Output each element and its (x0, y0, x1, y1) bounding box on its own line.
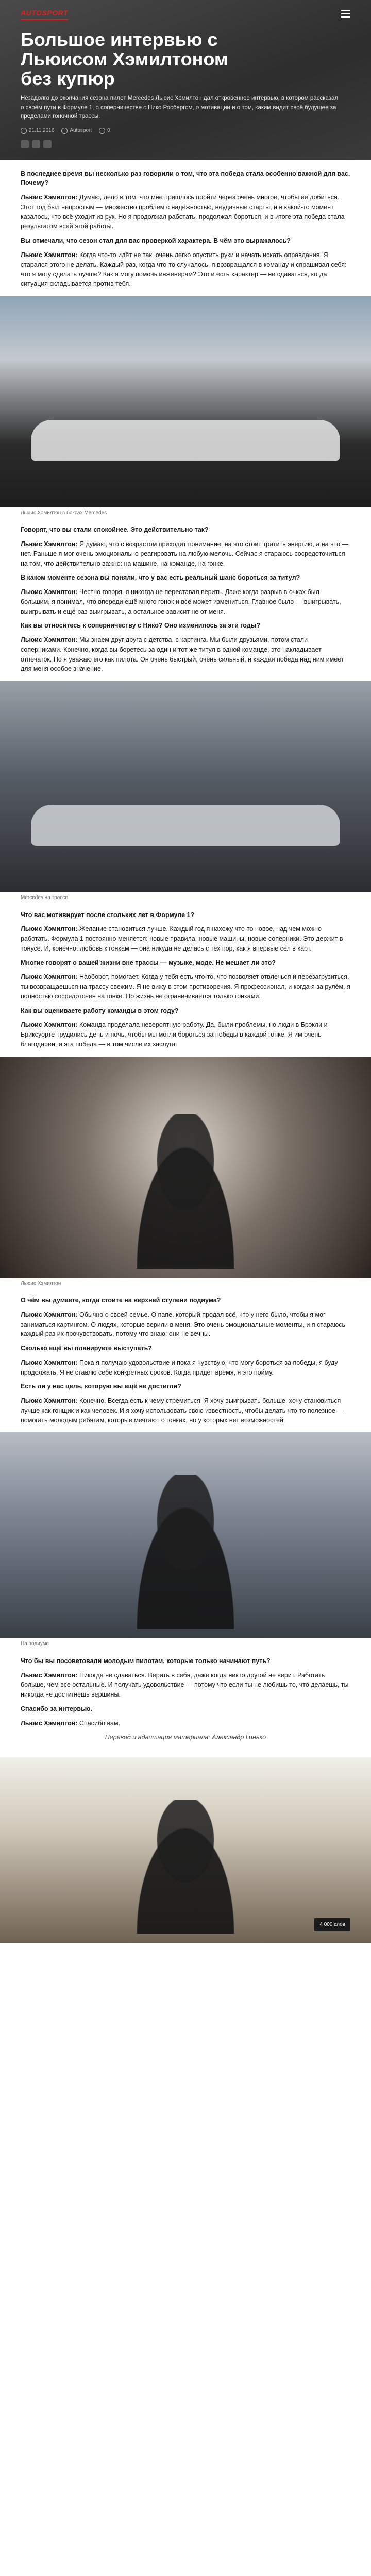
speaker: Льюис Хэмилтон: (21, 1311, 78, 1318)
person-silhouette (124, 1475, 247, 1629)
qa-section-1 (21, 169, 350, 289)
answer (21, 1671, 350, 1700)
article-meta (21, 127, 350, 135)
twitter-share-icon[interactable] (43, 140, 52, 148)
answer-text: Спасибо вам. (79, 1719, 121, 1727)
answer (21, 924, 350, 953)
date-meta (21, 127, 54, 135)
photo-caption: Льюис Хэмилтон в боксах Mercedes (21, 510, 107, 516)
article-header (0, 0, 371, 160)
answer (21, 635, 350, 674)
answer (21, 972, 350, 1001)
answer-text: Честно говоря, я никогда не переставал верить. Даже когда разрыв в очках был большим, я понимал, что впереди ещё много гонок и всё может измениться. Главное было — выигрывать, выигрывать и ещё раз выигрывать, а остальное зависит не от меня. (21, 588, 341, 615)
vk-share-icon[interactable] (21, 140, 29, 148)
speaker: Льюис Хэмилтон: (21, 925, 78, 933)
article-author[interactable]: Autosport (70, 128, 92, 134)
share-bar (21, 140, 350, 148)
answer (21, 587, 350, 616)
question: Говорят, что вы стали спокойнее. Это действительно так? (21, 526, 209, 534)
question: Что вас мотивирует после стольких лет в Формуле 1? (21, 911, 195, 919)
question: Что бы вы посоветовали молодым пилотам, которые только начинают путь? (21, 1657, 271, 1665)
race-image (0, 681, 371, 892)
article-lead: Незадолго до окончания сезона пилот Mercedes Льюис Хэмилтон дал откровенное интервью, в котором рассказал о своём пути в Формуле 1, о соперничестве с Нико Росбергом, о мотивации и о том, каким видит своё будущее за пределами гоночной трассы. (21, 95, 339, 120)
speaker: Льюис Хэмилтон: (21, 1719, 78, 1727)
qa-section-3 (21, 910, 350, 1049)
answer-text: Желание становиться лучше. Каждый год я нахожу что-то новое, над чем можно работать. Формула 1 постоянно меняется: новые правила, новые машины, новые соперники. Это держит в тонусе. И, конечно, любовь к гонкам — она никуда не делась с тех пор, как я впервые сел в карт. (21, 925, 343, 952)
speaker: Льюис Хэмилтон: (21, 973, 78, 981)
question: Как вы относитесь к соперничеству с Нико? Оно изменилось за эти годы? (21, 622, 260, 630)
comments-meta[interactable] (99, 127, 110, 135)
speaker: Льюис Хэмилтон: (21, 1359, 78, 1366)
answer (21, 193, 350, 231)
photo-sunglasses (0, 1757, 371, 1943)
portrait-image (0, 1057, 371, 1278)
article-date: 21.11.2016 (29, 128, 55, 134)
facebook-share-icon[interactable] (32, 140, 40, 148)
photo-caption: Mercedes на трассе (21, 895, 68, 901)
photo-race (0, 681, 371, 902)
speaker: Льюис Хэмилтон: (21, 194, 78, 201)
speaker: Льюис Хэмилтон: (21, 1021, 78, 1029)
answer (21, 1020, 350, 1049)
question: Как вы оцениваете работу команды в этом году? (21, 1007, 179, 1014)
translator-note: Перевод и адаптация материала: Александр Гинько (105, 1734, 266, 1741)
article-title: Большое интервью с Льюисом Хэмилтоном без купюр (21, 29, 228, 89)
word-counter: 4 000 слов (314, 1918, 350, 1932)
answer-text: Наоборот, помогает. Когда у тебя есть что-то, что позволяет отвлечься и перезагрузиться, ты возвращаешься на трассу свежим. Я не вижу в этом противоречия. Я профессионал, и когда я за рулём, я полностью сосредоточен на гонке. Но жизнь не ограничивается только гонками. (21, 973, 350, 1000)
comments-count: 0 (107, 128, 110, 134)
calendar-icon (21, 128, 27, 134)
answer (21, 250, 350, 289)
answer-text: Я думаю, что с возрастом приходит понимание, на что стоит тратить энергию, а на что — нет. Раньше я мог очень эмоционально реагировать на любую мелочь. Сейчас я стараюсь сосредоточиться на том, что действительно важно: на машине, на команде, на гонке. (21, 540, 349, 567)
speaker: Льюис Хэмилтон: (21, 251, 78, 259)
car-shape (31, 805, 340, 846)
person-silhouette (124, 1114, 247, 1269)
speaker: Льюис Хэмилтон: (21, 540, 78, 548)
answer-text: Команда проделала невероятную работу. Да, были проблемы, но люди в Брэкли и Бриксуорте трудились день и ночь, чтобы мы могли бороться за победы в каждой гонке. Я им очень благодарен, и эта победа — в том числе их заслуга. (21, 1021, 328, 1048)
article-footer (0, 1757, 371, 1943)
speaker: Льюис Хэмилтон: (21, 1397, 78, 1405)
question: Вы отмечали, что сезон стал для вас проверкой характера. В чём это выражалось? (21, 237, 291, 245)
car-shape (31, 420, 340, 461)
qa-section-5 (21, 1656, 350, 1728)
comment-icon (99, 128, 105, 134)
author-icon (61, 128, 68, 134)
photo-podium (0, 1432, 371, 1648)
qa-section-4 (21, 1296, 350, 1425)
photo-portrait (0, 1057, 371, 1288)
question: Многие говорят о вашей жизни вне трассы — музыке, моде. Не мешает ли это? (21, 959, 276, 967)
question: Спасибо за интервью. (21, 1705, 92, 1713)
photo-caption: Льюис Хэмилтон (21, 1280, 61, 1286)
answer-text: Когда что-то идёт не так, очень легко опустить руки и начать искать оправдания. Я старался этого не делать. Каждый раз, когда что-то случалось, я возвращался в команду и спрашивал себя: что я могу сделать лучше? Как я могу помочь инженерам? Это и есть характер — не сдаваться, когда ситуация складывается против тебя. (21, 251, 347, 288)
answer (21, 1310, 350, 1339)
answer-text: Обычно о своей семье. О папе, который продал всё, что у него было, чтобы я мог заниматься картингом. О людях, которые верили в меня. Это очень эмоциональные моменты, и я стараюсь каждый раз их прочувствовать, потому что знаю: они не вечны. (21, 1311, 345, 1338)
article-body (0, 160, 371, 1753)
pit-image (0, 296, 371, 507)
answer (21, 1358, 350, 1378)
question: Сколько ещё вы планируете выступать? (21, 1345, 152, 1352)
sunglasses-image (0, 1757, 371, 1943)
topbar (21, 7, 350, 21)
author-meta (61, 127, 92, 135)
answer (21, 1719, 350, 1728)
answer-text: Конечно. Всегда есть к чему стремиться. Я хочу выигрывать больше, хочу становиться лучше как гонщик и как человек. И я хочу использовать свою известность, чтобы делать что-то полезное — помогать молодым ребятам, которые мечтают о гонках, но у которых нет возможностей. (21, 1397, 344, 1424)
person-silhouette (124, 1800, 247, 1934)
podium-image (0, 1432, 371, 1638)
question: В каком моменте сезона вы поняли, что у вас есть реальный шанс бороться за титул? (21, 574, 300, 582)
qa-section-2 (21, 525, 350, 674)
answer-text: Никогда не сдаваться. Верить в себя, даже когда никто другой не верит. Работать больше, чем все остальные. И получать удовольствие — потому что если ты не любишь то, что делаешь, ты никогда не достигнешь вершины. (21, 1671, 349, 1699)
photo-caption: На подиуме (21, 1641, 49, 1647)
question: Есть ли у вас цель, которую вы ещё не достигли? (21, 1383, 181, 1391)
speaker: Льюис Хэмилтон: (21, 636, 78, 644)
question: О чём вы думаете, когда стоите на верхней ступени подиума? (21, 1297, 221, 1304)
answer-text: Пока я получаю удовольствие и пока я чувствую, что могу бороться за победы, я буду продолжать. Я не ставлю себе конкретных сроков. Когда придёт время, я это пойму. (21, 1359, 338, 1376)
answer (21, 539, 350, 568)
answer (21, 1396, 350, 1425)
answer-text: Думаю, дело в том, что мне пришлось пройти через очень многое, чтобы её добиться. Этот год был непростым — множество проблем с надёжностью, неудачные старты, и в какой-то момент казалось, что всё уходит из рук. Но я продолжал работать, продолжал бороться, и в итоге эта победа стала результатом всей этой работы. (21, 194, 345, 230)
site-logo[interactable]: AUTOSPORT (21, 8, 68, 20)
speaker: Льюис Хэмилтон: (21, 1671, 78, 1679)
speaker: Льюис Хэмилтон: (21, 588, 78, 596)
menu-icon[interactable] (341, 10, 350, 18)
answer-text: Мы знаем друг друга с детства, с картинга. Мы были друзьями, потом стали соперниками. Конечно, когда вы боретесь за один и тот же титул в одной команде, это накладывает отпечаток. Но я уважаю его как пилота. Он очень быстрый, очень сильный, и каждая победа над ним имеет для меня особое значение. (21, 636, 344, 673)
question: В последнее время вы несколько раз говорили о том, что эта победа стала особенно важной для вас. Почему? (21, 170, 350, 187)
photo-pit (0, 296, 371, 517)
